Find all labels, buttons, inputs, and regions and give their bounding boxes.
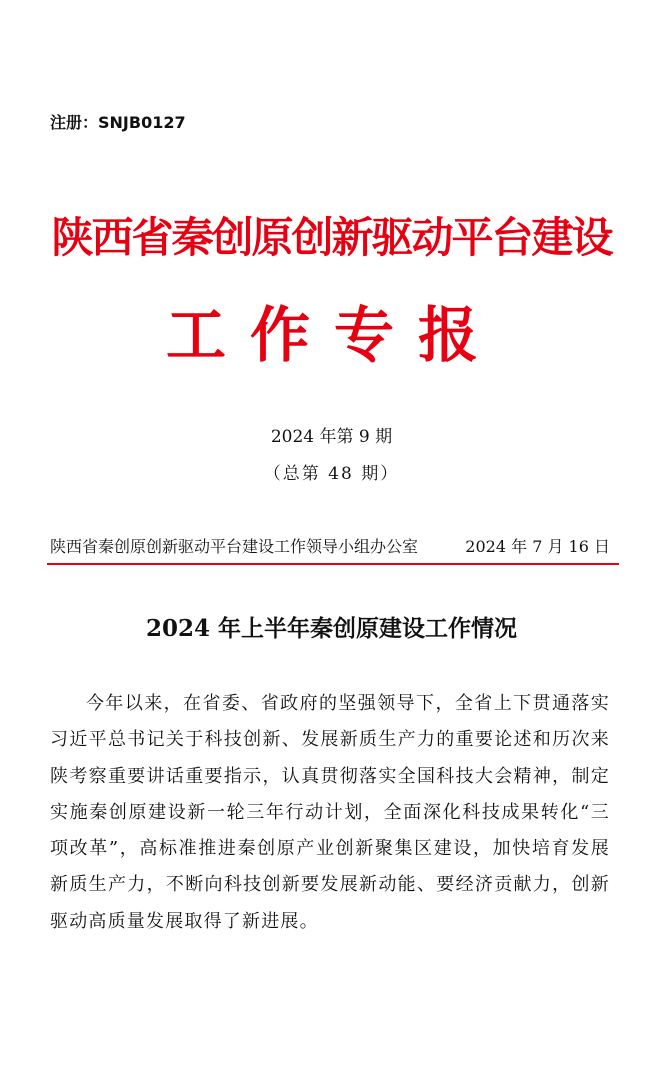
issuer-office: 陕西省秦创原创新驱动平台建设工作领导小组办公室 xyxy=(50,537,419,556)
report-title-line1: 陕西省秦创原创新驱动平台建设 xyxy=(51,213,612,262)
registration-number: 注册：SNJB0127 xyxy=(50,113,186,132)
report-title-line2: 工作专报 xyxy=(166,301,502,371)
article-paragraph: 今年以来，在省委、省政府的坚强领导下，全省上下贯通落实习近平总书记关于科技创新、发展新质生产力的重要论述和历次来陕考察重要讲话重要指示，认真贯彻落实全国科技大会精神，制定实施秦创原建设新一轮三年行动计划，全面深化科技成果转化“三项改革”，高标准推进秦创原产业创新聚集区建设，加快培育发展新质生产力，不断向科技创新要发展新动能、要经济贡献力，创新驱动高质量发展取得了新进展。 xyxy=(50,693,610,932)
issue-total-number: （总第 48 期） xyxy=(263,464,400,484)
issue-number: 2024 年第 9 期 xyxy=(270,427,393,447)
issuer-line xyxy=(50,534,610,557)
article-heading: 2024 年上半年秦创原建设工作情况 xyxy=(145,615,518,642)
red-divider-line xyxy=(47,563,619,565)
issue-date: 2024 年 7 月 16 日 xyxy=(465,537,610,556)
